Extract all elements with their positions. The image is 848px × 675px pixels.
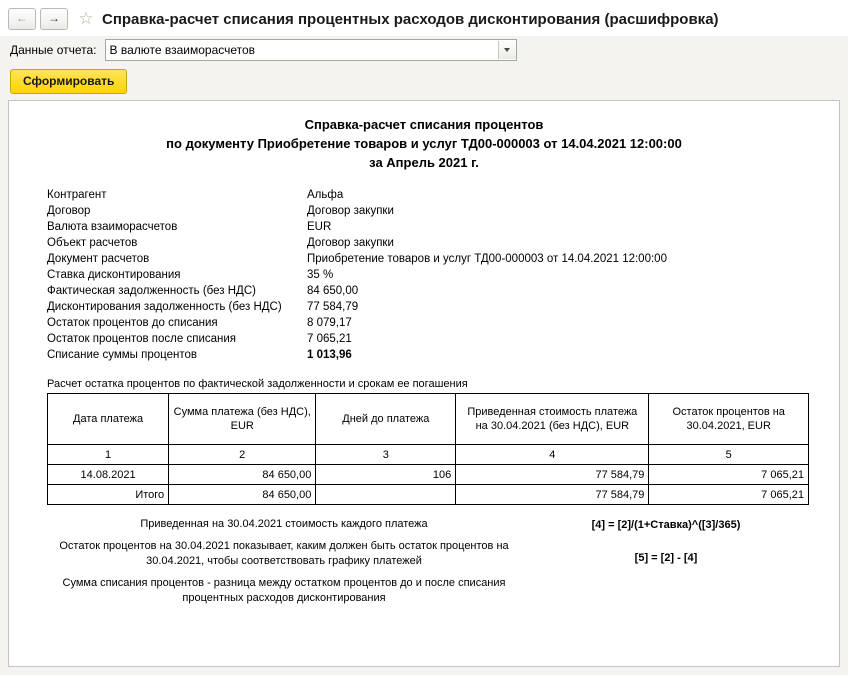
- property-label: Объект расчетов: [47, 237, 138, 249]
- table-total-row[interactable]: [48, 485, 809, 505]
- property-row: [47, 332, 667, 348]
- cell-payment-amount: 84 650,00: [169, 465, 316, 485]
- property-label: Договор: [47, 205, 91, 217]
- property-row: [47, 284, 667, 300]
- formula-4: [4] = [2]/(1+Ставка)^([3]/365): [591, 519, 741, 531]
- cell-total-interest-balance: 7 065,21: [649, 485, 809, 505]
- column-header-present-value: Приведенная стоимость платежа на 30.04.2021 (без НДС), EUR: [456, 394, 649, 445]
- column-number: 2: [169, 445, 316, 465]
- report-heading-line-1: Справка-расчет списания процентов: [304, 117, 544, 132]
- property-row: [47, 236, 667, 252]
- property-value: 84 650,00: [307, 285, 359, 297]
- property-row: [47, 204, 667, 220]
- property-label: Фактическая задолженность (без НДС): [47, 285, 256, 297]
- property-value: Договор закупки: [307, 205, 394, 217]
- report-heading: [35, 115, 813, 172]
- property-value: 1 013,96: [307, 349, 352, 361]
- column-header-interest-balance: Остаток процентов на 30.04.2021, EUR: [649, 394, 809, 445]
- property-row: [47, 220, 667, 236]
- property-label: Списание суммы процентов: [47, 349, 197, 361]
- report-data-label: Данные отчета:: [10, 43, 97, 57]
- footnotes-text: [35, 517, 519, 613]
- property-label: Ставка дисконтирования: [47, 269, 181, 281]
- report-footnotes: [35, 517, 813, 613]
- cell-total-present-value: 77 584,79: [456, 485, 649, 505]
- cell-total-label: Итого: [48, 485, 169, 505]
- property-value: EUR: [307, 221, 332, 233]
- column-header-payment-amount: Сумма платежа (без НДС), EUR: [169, 394, 316, 445]
- report-body: [9, 101, 839, 617]
- property-label: Документ расчетов: [47, 253, 150, 265]
- column-number: 5: [649, 445, 809, 465]
- report-canvas[interactable]: [8, 100, 840, 667]
- report-properties: [47, 188, 813, 364]
- property-row: [47, 188, 667, 204]
- property-row: [47, 300, 667, 316]
- property-value: Альфа: [307, 189, 344, 201]
- cell-interest-balance: 7 065,21: [649, 465, 809, 485]
- property-value: 8 079,17: [307, 317, 352, 329]
- forward-icon[interactable]: →: [40, 8, 68, 30]
- cell-present-value: 77 584,79: [456, 465, 649, 485]
- table-header-row: [48, 394, 809, 445]
- payments-table: [47, 393, 809, 505]
- property-value: 77 584,79: [307, 301, 359, 313]
- column-number: 4: [456, 445, 649, 465]
- footnote-formulas: [519, 517, 813, 613]
- report-data-value: В валюте взаиморасчетов: [109, 43, 256, 57]
- property-label: Валюта взаиморасчетов: [47, 221, 178, 233]
- property-row: [47, 252, 667, 268]
- table-row[interactable]: [48, 465, 809, 485]
- property-value: Договор закупки: [307, 237, 394, 249]
- property-row: [47, 348, 667, 364]
- formula-5: [5] = [2] - [4]: [634, 552, 698, 564]
- report-data-select[interactable]: [105, 39, 517, 61]
- report-heading-line-3: за Апрель 2021 г.: [369, 155, 479, 170]
- footnote-3: Сумма списания процентов - разница между остатком процентов до и после списания процентных расходов дисконтирования: [62, 577, 506, 604]
- property-label: Контрагент: [47, 189, 107, 201]
- report-parameters-row: [0, 36, 848, 64]
- footnote-1: Приведенная на 30.04.2021 стоимость каждого платежа: [140, 518, 428, 530]
- property-row: [47, 316, 667, 332]
- favorite-star-icon[interactable]: ☆: [78, 9, 94, 28]
- table-caption: Расчет остатка процентов по фактической задолженности и срокам ее погашения: [47, 378, 468, 390]
- cell-total-payment-amount: 84 650,00: [169, 485, 316, 505]
- column-header-payment-date: Дата платежа: [48, 394, 169, 445]
- footnote-2: Остаток процентов на 30.04.2021 показывает, каким должен быть остаток процентов на 30.04.2021, чтобы соответствовать графику платежей: [59, 540, 509, 567]
- generate-button[interactable]: Сформировать: [10, 69, 127, 94]
- property-row: [47, 268, 667, 284]
- report-heading-line-2: по документу Приобретение товаров и услуг ТД00-000003 от 14.04.2021 12:00:00: [166, 136, 682, 151]
- report-toolbar: [0, 64, 848, 100]
- back-icon[interactable]: ←: [8, 8, 36, 30]
- column-number: 1: [48, 445, 169, 465]
- cell-days-to-payment: 106: [316, 465, 456, 485]
- window-titlebar: [0, 0, 848, 36]
- property-label: Остаток процентов до списания: [47, 317, 218, 329]
- cell-payment-date: 14.08.2021: [48, 465, 169, 485]
- chevron-down-icon[interactable]: [498, 41, 516, 59]
- property-label: Дисконтирования задолженность (без НДС): [47, 301, 282, 313]
- property-value: 7 065,21: [307, 333, 352, 345]
- column-header-days-to-payment: Дней до платежа: [316, 394, 456, 445]
- page-title: Справка-расчет списания процентных расходов дисконтирования (расшифровка): [102, 10, 719, 28]
- property-value: Приобретение товаров и услуг ТД00-000003 от 14.04.2021 12:00:00: [307, 253, 667, 265]
- property-label: Остаток процентов после списания: [47, 333, 237, 345]
- column-number: 3: [316, 445, 456, 465]
- cell-total-days: [316, 485, 456, 505]
- property-value: 35 %: [307, 269, 334, 281]
- table-column-numbers-row: [48, 445, 809, 465]
